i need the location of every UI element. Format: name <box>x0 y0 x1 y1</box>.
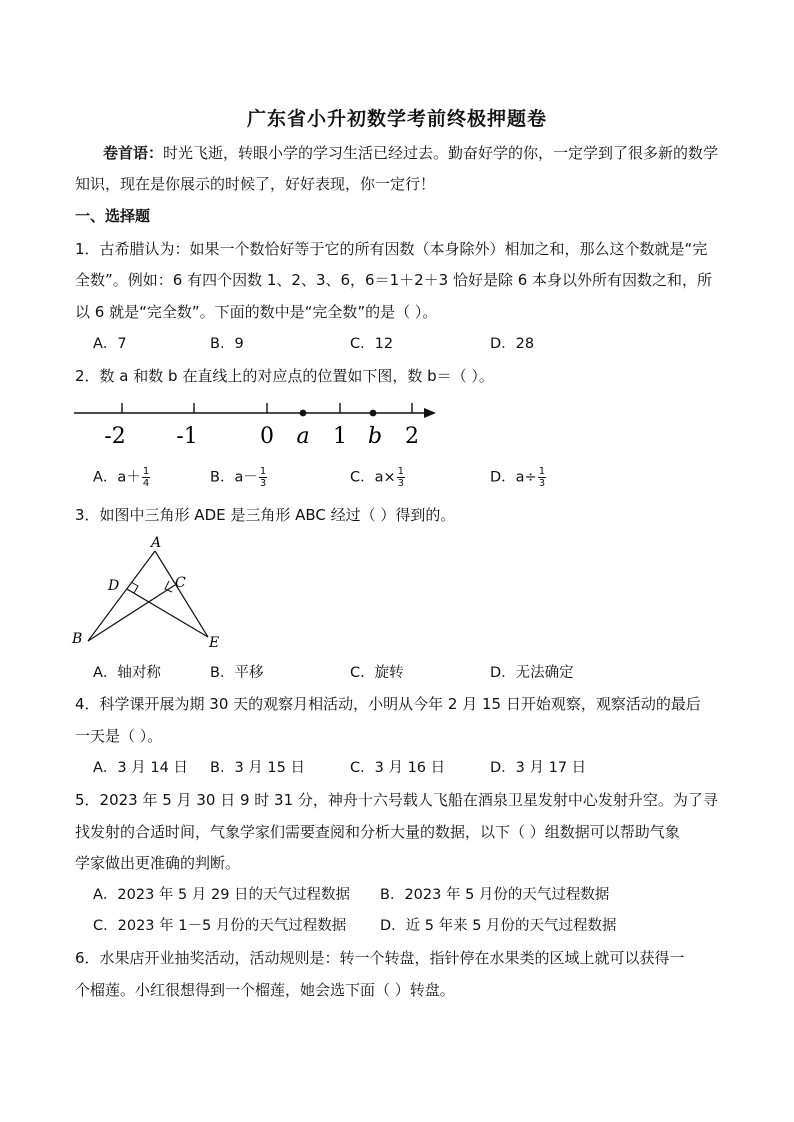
denominator: 3 <box>259 478 267 489</box>
q2-option-a[interactable] <box>93 466 150 489</box>
q1-option-c[interactable]: C．12 <box>350 336 394 352</box>
numerator: 1 <box>259 466 267 477</box>
q2-option-c[interactable] <box>350 466 405 489</box>
q5-line-2: 找发射的合适时间，气象学家们需要查阅和分析大量的数据，以下（ ）组数据可以帮助气象 <box>75 823 680 841</box>
preface-line-2: 知识，现在是你展示的时候了，好好表现，你一定行！ <box>75 175 436 193</box>
q4-option-d[interactable]: D．3 月 17 日 <box>490 760 587 776</box>
preface-text: 时光飞逝，转眼小学的学习生活已经过去。勤奋好学的你，一定学到了很多新的数学 <box>163 144 719 162</box>
numerator: 1 <box>397 466 405 477</box>
preface-line-1 <box>103 143 725 163</box>
q1-line-3: 以 6 就是“完全数”。下面的数中是“完全数”的是（ ）。 <box>75 303 438 321</box>
q4-line-2: 一天是（ ）。 <box>75 727 163 745</box>
q2-option-a-text: A．a＋ <box>93 469 141 486</box>
tick-label-1: 1 <box>333 424 347 449</box>
q2-option-b-text: B．a－ <box>210 469 258 486</box>
q1-option-b[interactable]: B．9 <box>210 336 244 352</box>
tick-label-2: 2 <box>405 424 419 449</box>
tick-label-0: 0 <box>260 424 274 449</box>
q5-option-b[interactable]: B．2023 年 5 月份的天气过程数据 <box>380 887 610 903</box>
q3-option-a[interactable]: A．轴对称 <box>93 665 161 681</box>
label-b: b <box>367 424 383 449</box>
label-a: a <box>296 424 310 449</box>
numerator: 1 <box>142 466 150 477</box>
q2-option-c-text: C．a× <box>350 469 396 486</box>
q5-line-1: 5．2023 年 5 月 30 日 9 时 31 分，神舟十六号载人飞船在酒泉卫星发射中心发射升空。为了寻 <box>75 791 718 809</box>
q1-option-d[interactable]: D．28 <box>490 336 535 352</box>
q5-line-3: 学家做出更准确的判断。 <box>75 854 241 872</box>
q6-line-2: 个榴莲。小红很想得到一个榴莲，她会选下面（ ）转盘。 <box>75 981 455 999</box>
q2-option-b[interactable] <box>210 466 267 489</box>
q6-line-1: 6．水果店开业抽奖活动，活动规则是：转一个转盘，指针停在水果类的区域上就可以获得一 <box>75 949 685 967</box>
q3-option-b[interactable]: B．平移 <box>210 665 264 681</box>
vertex-label-e: E <box>209 635 220 651</box>
q4-line-1: 4．科学课开展为期 30 天的观察月相活动，小明从今年 2 月 15 日开始观察，观察活动的最后 <box>75 695 701 713</box>
q3-option-c[interactable]: C．旋转 <box>350 665 404 681</box>
q2-line-1: 2．数 a 和数 b 在直线上的对应点的位置如下图，数 b＝（ ）。 <box>75 367 494 385</box>
page-title: 广东省小升初数学考前终极押题卷 <box>246 108 547 130</box>
number-line-figure <box>70 398 450 450</box>
tick-label-neg1: -1 <box>176 424 198 449</box>
q2-option-d[interactable] <box>490 466 546 489</box>
point-a <box>300 410 307 417</box>
vertex-label-d: D <box>108 578 120 594</box>
numerator: 1 <box>538 466 546 477</box>
q4-option-a[interactable]: A．3 月 14 日 <box>93 760 188 776</box>
fraction <box>142 466 150 489</box>
q1-line-1: 1．古希腊认为：如果一个数恰好等于它的所有因数（本身除外）相加之和，那么这个数就是“完 <box>75 240 708 258</box>
tick-label-neg2: -2 <box>104 424 126 449</box>
point-b <box>370 410 377 417</box>
preface-label: 卷首语： <box>103 144 164 162</box>
fraction <box>397 466 405 489</box>
q5-option-a[interactable]: A．2023 年 5 月 29 日的天气过程数据 <box>93 887 351 903</box>
denominator: 3 <box>397 478 405 489</box>
vertex-label-a: A <box>151 535 162 551</box>
q3-line-1: 3．如图中三角形 ADE 是三角形 ABC 经过（ ）得到的。 <box>75 506 456 524</box>
fraction <box>538 466 546 489</box>
vertex-label-c: C <box>175 575 186 591</box>
q5-option-c[interactable]: C．2023 年 1－5 月份的天气过程数据 <box>93 918 347 934</box>
vertex-label-b: B <box>72 631 83 647</box>
q1-line-2: 全数”。例如：6 有四个因数 1、2、3、6，6＝1＋2＋3 恰好是除 6 本身以外所有因数之和，所 <box>75 271 713 289</box>
section-heading: 一、选择题 <box>75 207 151 225</box>
q5-option-d[interactable]: D．近 5 年来 5 月份的天气过程数据 <box>380 918 617 934</box>
triangle-figure <box>68 533 238 653</box>
q4-option-b[interactable]: B．3 月 15 日 <box>210 760 305 776</box>
denominator: 4 <box>142 478 150 489</box>
q4-option-c[interactable]: C．3 月 16 日 <box>350 760 446 776</box>
q1-option-a[interactable]: A．7 <box>93 336 127 352</box>
denominator: 3 <box>538 478 546 489</box>
fraction <box>259 466 267 489</box>
q3-option-d[interactable]: D．无法确定 <box>490 665 574 681</box>
q2-option-d-text: D．a÷ <box>490 469 537 486</box>
